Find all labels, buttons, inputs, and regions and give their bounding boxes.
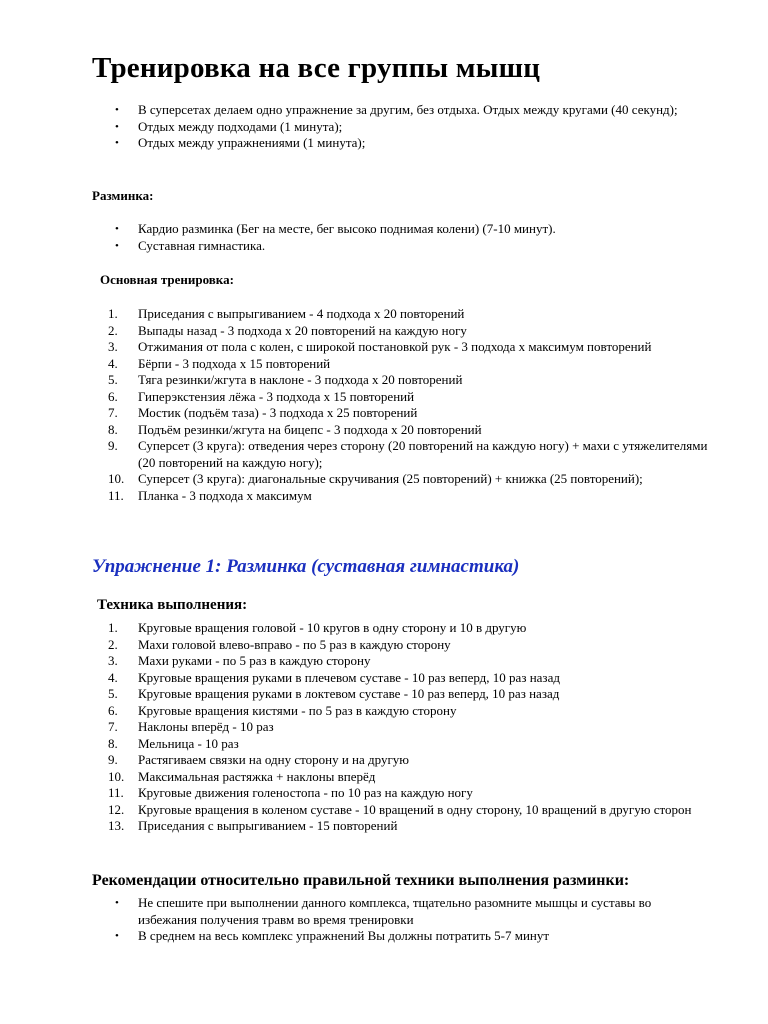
list-item: [108, 686, 718, 703]
list-number: 2.: [108, 636, 118, 652]
technique-list: [108, 620, 718, 835]
list-item-text: Тяга резинки/жгута в наклоне - 3 подхода х 20 повторений: [138, 372, 463, 387]
list-number: 4.: [108, 355, 118, 371]
bullet-icon: •: [115, 223, 119, 235]
list-item: [115, 102, 703, 119]
list-item-text: Гиперэкстензия лёжа - 3 подхода х 15 повторений: [138, 388, 415, 404]
list-item: [108, 785, 718, 802]
list-item: [108, 801, 718, 819]
list-number: 6.: [108, 702, 118, 718]
list-number: 10.: [108, 471, 125, 486]
list-item-text: Круговые вращения руками в плечевом суставе - 10 раз веперд, 10 раз назад: [138, 669, 560, 685]
list-number: 13.: [108, 818, 125, 833]
list-item-text: Махи головой влево-вправо - по 5 раз в каждую сторону: [138, 636, 451, 652]
list-number: 6.: [108, 388, 118, 404]
list-item: [115, 928, 698, 945]
list-item: [115, 221, 718, 238]
list-item-text: В суперсетах делаем одно упражнение за другим, без отдыха. Отдых между кругами (40 секунд);: [138, 102, 678, 117]
list-item: [108, 620, 718, 637]
list-item: [108, 372, 718, 389]
list-item: [108, 735, 718, 753]
list-item-text: Отдых между упражнениями (1 минута);: [138, 135, 366, 150]
list-item: [108, 405, 718, 422]
list-number: 7.: [108, 405, 118, 420]
main-workout-heading: Основная тренировка:: [100, 272, 234, 287]
list-item: [108, 421, 718, 439]
list-item: [108, 487, 718, 505]
list-number: 5.: [108, 372, 118, 387]
list-item-text: Кардио разминка (Бег на месте, бег высоко поднимая колени) (7-10 минут).: [138, 221, 556, 236]
list-number: 11.: [108, 785, 124, 800]
list-number: 2.: [108, 322, 118, 338]
bullet-icon: •: [115, 930, 119, 942]
list-item-text: Суперсет (3 круга): диагональные скручивания (25 повторений) + книжка (25 повторений);: [138, 471, 643, 486]
list-item: [108, 355, 718, 373]
recommendations-bullet-list: [115, 895, 698, 945]
list-item-text: Не спешите при выполнении данного комплекса, тщательно разомните мышцы и суставы во избежания получения травм во время тренировки: [138, 895, 652, 927]
list-item-text: Растягиваем связки на одну сторону и на другую: [138, 752, 409, 767]
list-item-text: Круговые движения голеностопа - по 10 раз на каждую ногу: [138, 785, 473, 800]
bullet-icon: •: [115, 137, 119, 149]
list-item-text: Наклоны вперёд - 10 раз: [138, 719, 274, 734]
list-item-text: Круговые вращения кистями - по 5 раз в каждую сторону: [138, 702, 457, 718]
list-item-text: Круговые вращения головой - 10 кругов в одну сторону и 10 в другую: [138, 620, 527, 635]
list-item-text: В среднем на весь комплекс упражнений Вы должны потратить 5-7 минут: [138, 928, 550, 943]
bullet-icon: •: [115, 120, 119, 133]
list-item-text: Приседания с выпрыгиванием - 4 подхода х 20 повторений: [138, 306, 465, 321]
list-item: [108, 636, 718, 654]
list-item: [115, 118, 703, 136]
exercise-heading: Упражнение 1: Разминка (суставная гимнастика): [92, 556, 520, 577]
list-item-text: Приседания с выпрыгиванием - 15 повторений: [138, 818, 398, 833]
list-item: [108, 438, 718, 471]
recommendations-heading: Рекомендации относительно правильной техники выполнения разминки:: [92, 872, 630, 889]
list-item-text: Планка - 3 подхода х максимум: [138, 487, 312, 503]
warmup-bullet-list: [115, 221, 718, 254]
list-item: [108, 719, 718, 736]
list-number: 3.: [108, 653, 118, 668]
bullet-icon: •: [115, 104, 119, 116]
intro-bullet-list: [115, 102, 703, 152]
page-title: Тренировка на все группы мышц: [92, 52, 541, 84]
list-number: 5.: [108, 686, 118, 701]
list-item-text: Выпады назад - 3 подхода х 20 повторений на каждую ногу: [138, 322, 467, 338]
technique-heading: Техника выполнения:: [97, 597, 248, 613]
list-item-text: Круговые вращения руками в локтевом суставе - 10 раз веперд, 10 раз назад: [138, 686, 560, 701]
list-number: 4.: [108, 669, 118, 685]
list-item-text: Суперсет (3 круга): отведения через сторону (20 повторений на каждую ногу) + махи с утяжелителями (20 повторений на каждую ногу);: [138, 438, 708, 470]
list-item: [108, 752, 718, 769]
list-number: 1.: [108, 620, 118, 635]
list-item-text: Подъём резинки/жгута на бицепс - 3 подхода х 20 повторений: [138, 421, 482, 437]
list-item-text: Суставная гимнастика.: [138, 237, 266, 253]
list-item-text: Круговые вращения в коленом суставе - 10 вращений в одну сторону, 10 вращений в другую сторон: [138, 801, 692, 817]
list-number: 7.: [108, 719, 118, 734]
list-item-text: Бёрпи - 3 подхода х 15 повторений: [138, 355, 331, 371]
list-item-text: Отдых между подходами (1 минута);: [138, 118, 343, 134]
list-item-text: Максимальная растяжка + наклоны вперёд: [138, 768, 376, 784]
list-item: [108, 322, 718, 340]
main-workout-list: [108, 306, 718, 504]
list-number: 12.: [108, 801, 125, 817]
list-number: 9.: [108, 438, 118, 453]
list-number: 3.: [108, 339, 118, 354]
list-item: [108, 669, 718, 687]
list-number: 8.: [108, 421, 118, 437]
list-number: 11.: [108, 487, 124, 503]
list-number: 10.: [108, 768, 125, 784]
list-item-text: Мельница - 10 раз: [138, 735, 239, 751]
list-number: 8.: [108, 735, 118, 751]
list-item: [108, 471, 718, 488]
list-item: [108, 818, 718, 835]
list-item: [108, 768, 718, 786]
bullet-icon: •: [115, 897, 119, 909]
list-number: 1.: [108, 306, 118, 321]
list-number: 9.: [108, 752, 118, 767]
list-item-text: Отжимания от пола с колен, с широкой постановкой рук - 3 подхода х максимум повторений: [138, 339, 652, 354]
list-item: [115, 895, 698, 928]
warmup-heading: Разминка:: [92, 188, 154, 203]
list-item: [108, 388, 718, 406]
list-item-text: Махи руками - по 5 раз в каждую сторону: [138, 653, 371, 668]
list-item: [108, 653, 718, 670]
list-item: [108, 339, 718, 356]
bullet-icon: •: [115, 239, 119, 252]
list-item: [108, 306, 718, 323]
list-item: [108, 702, 718, 720]
list-item: [115, 237, 718, 255]
list-item-text: Мостик (подъём таза) - 3 подхода х 25 повторений: [138, 405, 418, 420]
list-item: [115, 135, 703, 152]
